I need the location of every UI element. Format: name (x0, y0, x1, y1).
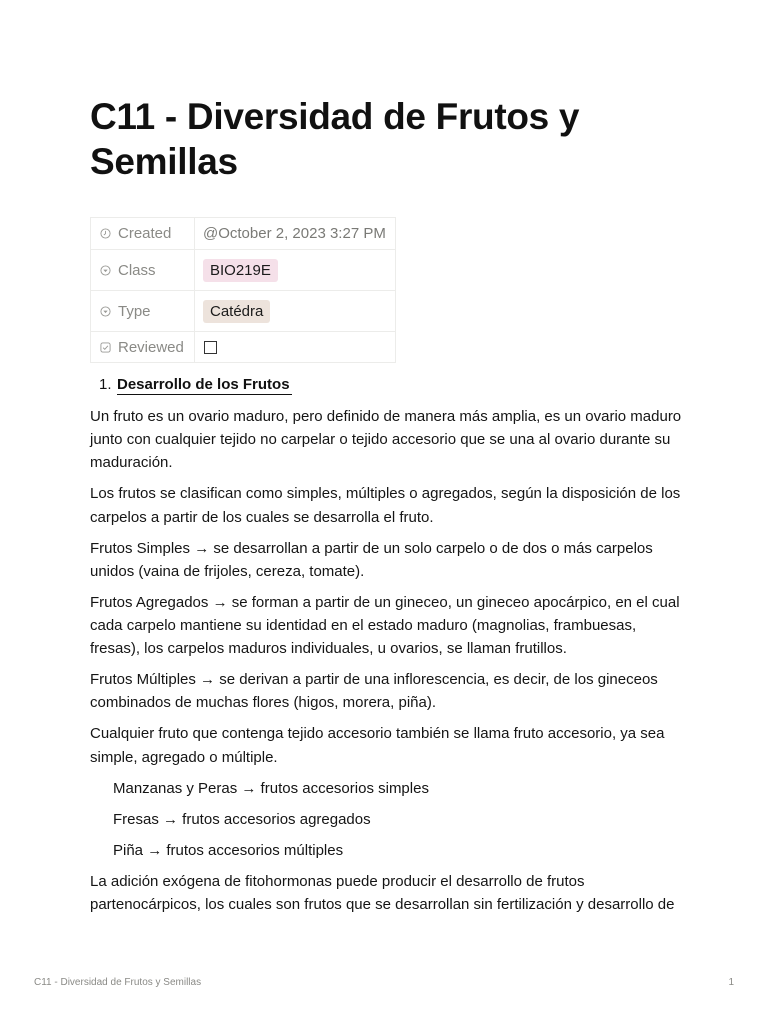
property-row-created (91, 218, 396, 250)
class-tag[interactable]: BIO219E (203, 259, 278, 282)
paragraph: Frutos Múltiples → se derivan a partir de una inflorescencia, es decir, de los gineceos combinados de muchas flores (higos, morera, piña). (90, 671, 658, 712)
property-name-type (91, 291, 195, 332)
property-value-class[interactable] (195, 250, 396, 291)
reviewed-checkbox[interactable] (204, 341, 217, 354)
property-label-class: Class (118, 261, 156, 279)
property-name-class (91, 250, 195, 291)
property-row-class (91, 250, 396, 291)
property-name-created (91, 218, 195, 250)
select-icon (100, 306, 111, 317)
paragraph: Frutos Simples → se desarrollan a partir de un solo carpelo o de dos o más carpelos unidos (vaina de frijoles, cereza, tomate). (90, 539, 653, 580)
section-heading-text: Desarrollo de los Frutos (117, 376, 290, 393)
property-name-reviewed (91, 332, 195, 363)
checkbox-icon (100, 342, 111, 353)
property-value-reviewed (195, 332, 396, 363)
paragraph: Frutos Agregados → se forman a partir de un gineceo, un gineceo apocárpico, en el cual cada carpelo mantiene su identidad en el estado maduro (magnolias, frambuesas, fresas), los carpelos maduros individuales, u ovarios, se llaman frutillos. (90, 593, 680, 658)
content-body (90, 405, 690, 924)
paragraph: Los frutos se clasifican como simples, múltiples o agregados, según la disposición de los carpelos a partir de los cuales se desarrolla el fruto. (90, 485, 681, 526)
type-tag[interactable]: Catédra (203, 300, 270, 323)
select-icon (100, 265, 111, 276)
properties-table (90, 217, 396, 363)
property-label-created: Created (118, 225, 172, 242)
footer-title: C11 - Diversidad de Frutos y Semillas (34, 977, 202, 988)
indented-paragraph: Fresas → frutos accesorios agregados (113, 810, 371, 828)
paragraph: Cualquier fruto que contenga tejido accesorio también se llama fruto accesorio, ya sea simple, agregado o múltiple. (90, 725, 665, 766)
property-label-type: Type (118, 302, 151, 320)
created-date: @October 2, 2023 3:27 PM (203, 225, 386, 242)
property-row-type (91, 291, 396, 332)
section-heading (99, 376, 292, 393)
clock-icon (100, 228, 111, 239)
property-label-reviewed: Reviewed (118, 338, 184, 356)
section-number: 1. (99, 376, 112, 393)
property-row-reviewed (91, 332, 396, 363)
paragraph: La adición exógena de fitohormonas puede producir el desarrollo de frutos partenocárpicos, los cuales son frutos que se desarrollan sin fertilización y desarrollo de (90, 872, 675, 913)
page-number: 1 (728, 977, 734, 988)
indented-paragraph: Piña → frutos accesorios múltiples (113, 841, 344, 859)
indented-paragraph: Manzanas y Peras → frutos accesorios simples (113, 779, 429, 797)
property-value-type[interactable] (195, 291, 396, 332)
property-value-created[interactable] (195, 218, 396, 250)
paragraph: Un fruto es un ovario maduro, pero definido de manera más amplia, es un ovario maduro junto con cualquier tejido no carpelar o tejido accesorio que se una al ovario durante su maduración. (90, 408, 682, 472)
page-title: C11 - Diversidad de Frutos y Semillas (90, 96, 580, 182)
